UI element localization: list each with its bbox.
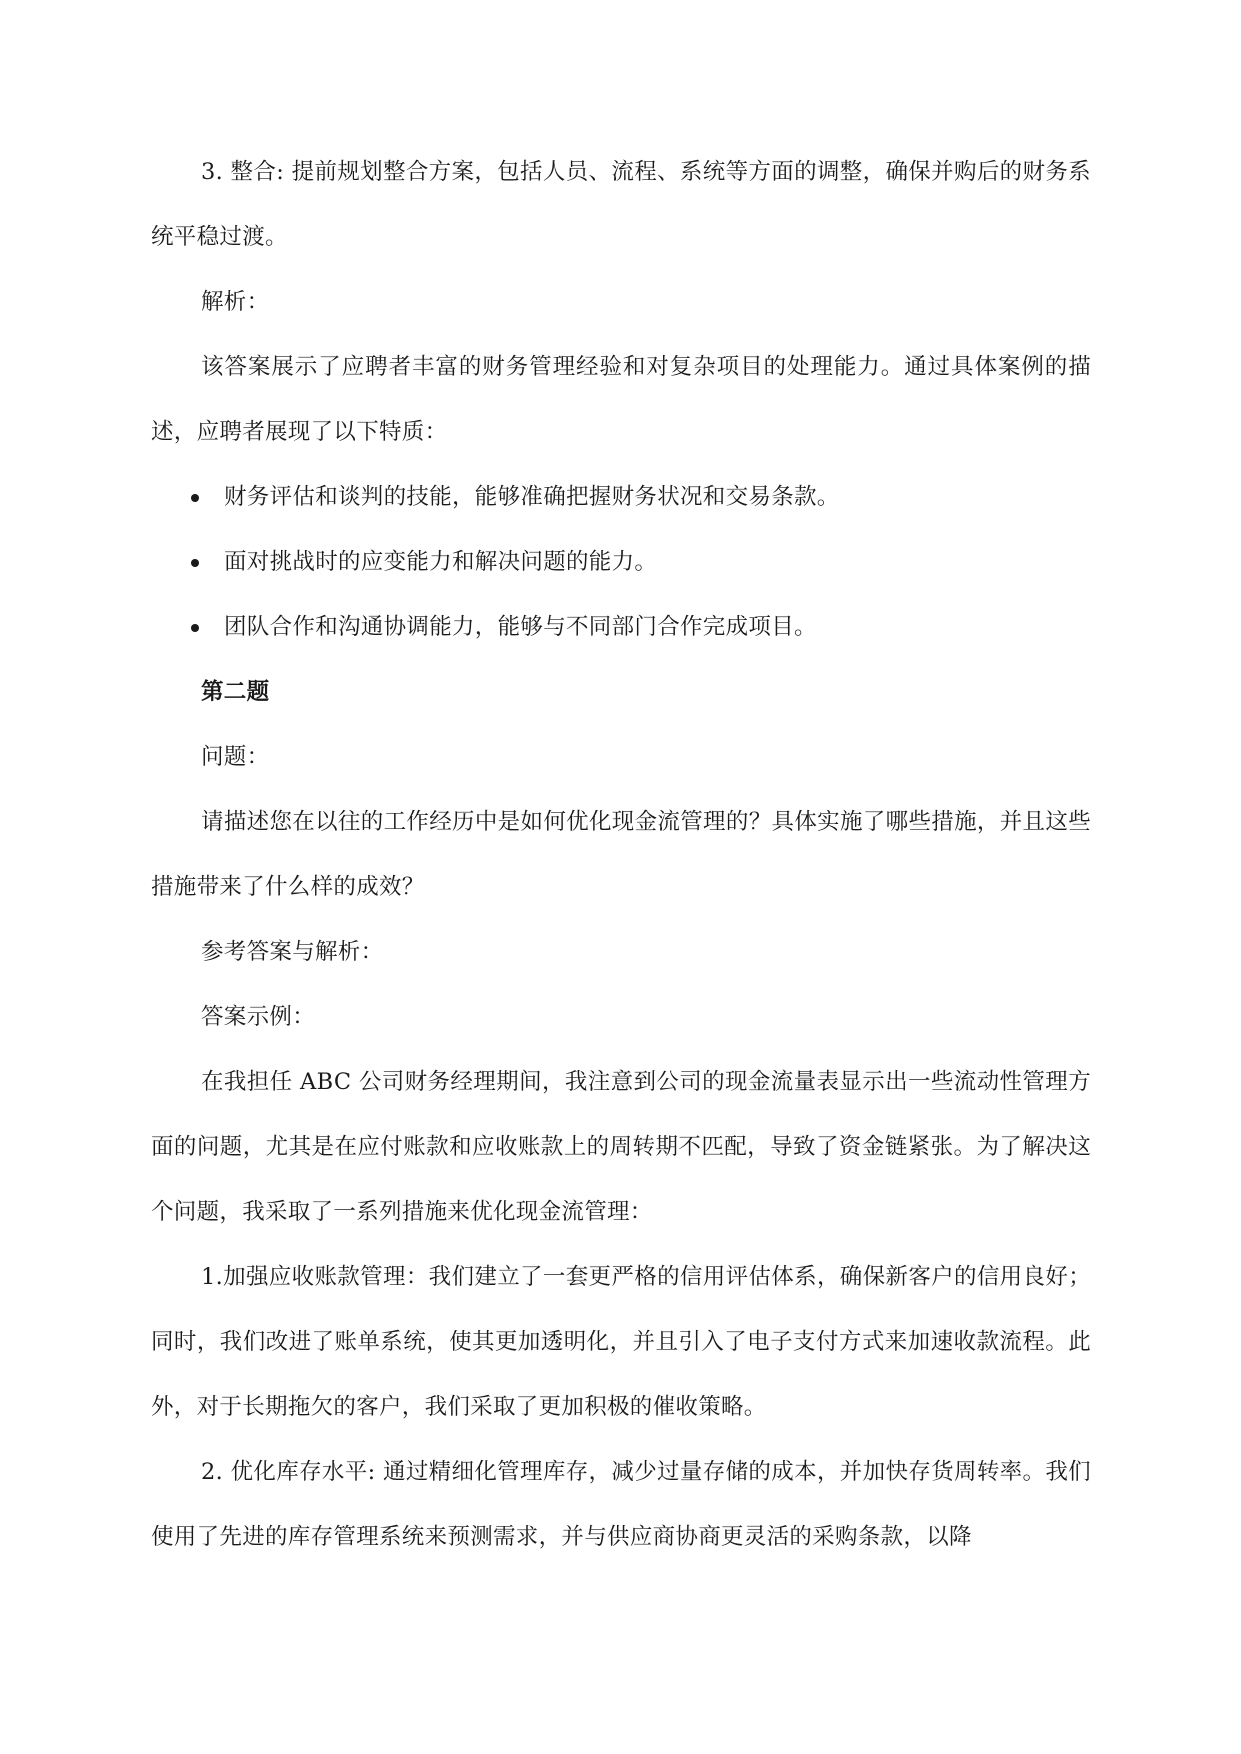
list-item <box>151 530 1091 595</box>
bullet-icon <box>191 494 199 502</box>
list-item-text: 团队合作和沟通协调能力，能够与不同部门合作完成项目。 <box>224 614 817 640</box>
list-item <box>151 595 1091 660</box>
list-item-text: 财务评估和谈判的技能，能够准确把握财务状况和交易条款。 <box>224 484 840 510</box>
paragraph-question-label: 问题： <box>201 744 270 770</box>
paragraph-inventory: 2. 优化库存水平: 通过精细化管理库存，减少过量存储的成本，并加快存货周转率。我们使用了先进的库存管理系统来预测需求，并与供应商协商更灵活的采购条款，以降 <box>151 1459 1091 1550</box>
paragraph-integration: 3. 整合: 提前规划整合方案，包括人员、流程、系统等方面的调整，确保并购后的财务系统平稳过渡。 <box>151 159 1091 250</box>
traits-list <box>151 465 1091 660</box>
list-item-text: 面对挑战时的应变能力和解决问题的能力。 <box>224 549 658 575</box>
list-item <box>151 465 1091 530</box>
paragraph-analysis-text: 该答案展示了应聘者丰富的财务管理经验和对复杂项目的处理能力。通过具体案例的描述，应聘者展现了以下特质： <box>151 354 1091 445</box>
document-body <box>151 140 1091 1570</box>
paragraph-example-intro: 在我担任 ABC 公司财务经理期间，我注意到公司的现金流量表显示出一些流动性管理方面的问题，尤其是在应付账款和应收账款上的周转期不匹配，导致了资金链紧张。为了解决这个问题，我采取了一系列措施来优化现金流管理： <box>151 1069 1091 1225</box>
paragraph-analysis-label: 解析： <box>201 289 270 315</box>
paragraph-receivables: 1.加强应收账款管理：我们建立了一套更严格的信用评估体系，确保新客户的信用良好；同时，我们改进了账单系统，使其更加透明化，并且引入了电子支付方式来加速收款流程。此外，对于长期拖欠的客户，我们采取了更加积极的催收策略。 <box>151 1264 1091 1420</box>
paragraph-reference-label: 参考答案与解析： <box>201 939 384 965</box>
bullet-icon <box>191 559 199 567</box>
paragraph-question-text: 请描述您在以往的工作经历中是如何优化现金流管理的？具体实施了哪些措施，并且这些措施带来了什么样的成效？ <box>151 809 1091 900</box>
bullet-icon <box>191 624 199 632</box>
section-heading: 第二题 <box>201 679 270 705</box>
paragraph-example-label: 答案示例： <box>201 1004 316 1030</box>
